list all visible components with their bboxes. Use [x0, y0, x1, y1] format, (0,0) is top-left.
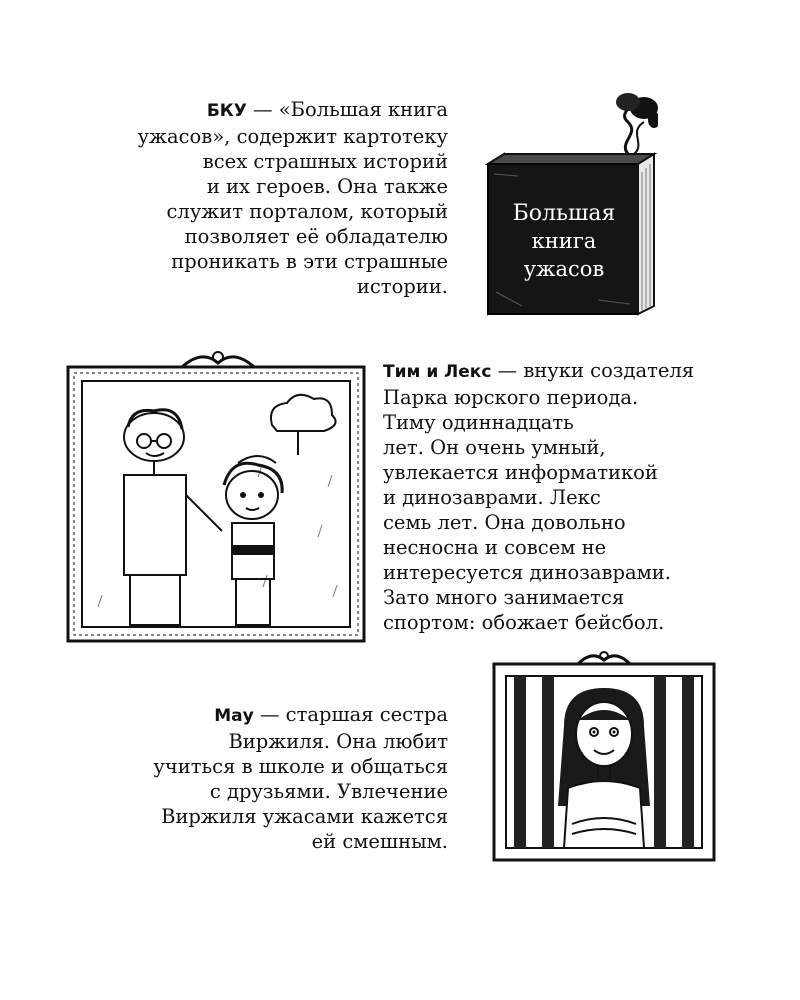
tim-lex-line-5: и динозаврами. Лекс	[383, 486, 601, 509]
tim-lex-name: Тим и Лекс	[383, 362, 492, 382]
mau-line-0: Мау — старшая сестра	[214, 703, 448, 726]
tim-lex-description	[383, 358, 743, 635]
bku-line-2: всех страшных историй	[202, 150, 448, 173]
tim-lex-line-10: спортом: обожает бейсбол.	[383, 611, 665, 634]
mau-line-4: Виржиля ужасами кажется	[161, 805, 448, 828]
tim-lex-line-8: интересуется динозаврами.	[383, 561, 671, 584]
mau-line-1: Виржиля. Она любит	[228, 730, 448, 753]
smoking-book-icon	[478, 92, 658, 328]
tim-lex-line-3: лет. Он очень умный,	[383, 436, 606, 459]
tim-lex-line-9: Зато много занимается	[383, 586, 625, 609]
tim-lex-line-2: Тиму одиннадцать	[383, 411, 574, 434]
book-cover-word-1: книга	[531, 229, 597, 253]
bku-line-0: БКУ — «Большая книга	[206, 98, 448, 121]
bku-name: БКУ	[206, 101, 247, 121]
framed-portrait-mau	[488, 648, 720, 866]
bku-line-6: проникать в эти страшные	[171, 250, 448, 273]
tim-lex-line-4: увлекается информатикой	[383, 461, 658, 484]
mau-description	[60, 702, 448, 854]
book-cover-word-2: ужасов	[523, 257, 605, 281]
mau-name: Мау	[214, 706, 254, 726]
tim-lex-line-1: Парка юрского периода.	[383, 386, 639, 409]
tim-lex-line-7: несносна и совсем не	[383, 536, 607, 559]
mau-line-3: с друзьями. Увлечение	[209, 780, 448, 803]
bku-line-5: позволяет её обладателю	[184, 225, 448, 248]
bku-line-1: ужасов», содержит картотеку	[137, 125, 448, 148]
bku-line-4: служит порталом, который	[166, 200, 448, 223]
bku-line-7: истории.	[356, 275, 448, 298]
bku-line-3: и их героев. Она также	[206, 175, 448, 198]
bku-description	[60, 97, 448, 299]
tim-lex-line-6: семь лет. Она довольно	[383, 511, 626, 534]
tim-lex-line-0: Тим и Лекс — внуки создателя	[383, 359, 695, 382]
mau-line-2: учиться в школе и общаться	[153, 755, 448, 778]
framed-portrait-tim-lex	[62, 345, 372, 655]
book-cover-word-0: Большая	[512, 201, 616, 226]
mau-line-5: ей смешным.	[311, 830, 448, 853]
